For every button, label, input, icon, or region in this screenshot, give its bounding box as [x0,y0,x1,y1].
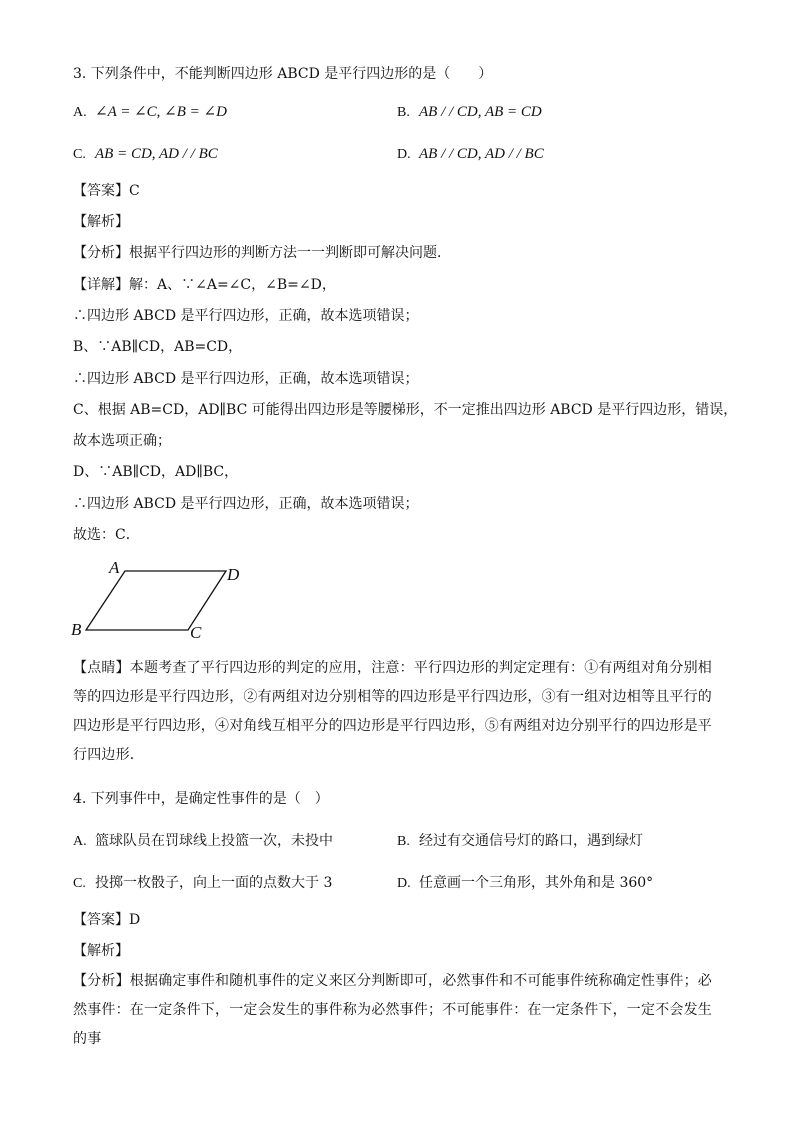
q3-detail-line: 故选：C． [73,527,140,543]
option-letter: B. [397,834,410,849]
q4-option-b [397,831,643,852]
vertex-label-c: C [190,623,202,642]
q4-analysis-heading: 【解析】 [73,943,129,959]
option-letter: C. [73,876,86,891]
q3-detail-line: ∴四边形 ABCD 是平行四边形，正确，故本选项错误； [73,496,419,512]
q3-detail-line: C、根据 AB=CD，AD∥BC 可能得出四边形是等腰梯形，不一定推出四边形 ABCD 是平行四边形，错误， [73,402,738,418]
q4-answer: 【答案】D [73,912,141,928]
option-text: 投掷一枚骰子，向上一面的点数大于 3 [95,875,333,891]
option-letter: A. [73,105,87,120]
q3-detail-line: ∴四边形 ABCD 是平行四边形，正确，故本选项错误； [73,371,419,387]
option-letter: A. [73,834,87,849]
option-text: 任意画一个三角形，其外角和是 360° [419,875,654,891]
parallelogram-shape [86,571,226,630]
vertex-label-b: B [71,620,82,639]
option-text: 经过有交通信号灯的路口，遇到绿灯 [419,833,643,849]
q3-detail-line: B、∵AB∥CD，AB=CD， [73,339,243,355]
option-letter: D. [397,876,411,891]
q3-option-a [73,102,227,123]
q3-detail-line: 故本选项正确； [73,433,171,449]
q3-dianjing: 【点睛】本题考查了平行四边形的判定的应用，注意：平行四边形的判定定理有：①有两组对角分别相等的四边形是平行四边形，②有两组对边分别相等的四边形是平行四边形，③有一组对边相等且平行的四边形是平行四边形，④对角线互相平分的四边形是平行四边形，⑤有两组对边分别平行的四边形是平行四边形． [73,660,712,763]
option-text: AB / / CD, AB = CD [419,104,542,120]
q3-detail-line: D、∵AB∥CD，AD∥BC， [73,464,239,480]
option-letter: D. [397,147,411,162]
option-letter: C. [73,147,86,162]
q4-stem: 4. 下列事件中，是确定性事件的是（ ） [73,791,329,807]
q3-stem: 3. 下列条件中，不能判断四边形 ABCD 是平行四边形的是（ ） [73,66,493,82]
q4-option-c [73,873,332,894]
vertex-label-a: A [109,560,120,577]
parallelogram-figure [66,560,256,644]
q3-detail-line: 【详解】解：A、∵∠A=∠C，∠B=∠D， [73,277,336,293]
option-text: AB = CD, AD / / BC [95,146,218,162]
q3-analysis-heading: 【解析】 [73,214,129,230]
option-text: 篮球队员在罚球线上投篮一次，未投中 [95,833,333,849]
option-text: ∠A = ∠C, ∠B = ∠D [95,104,227,120]
q3-option-b [397,102,542,123]
q3-option-d [397,144,544,165]
q3-fenxi: 【分析】根据平行四边形的判断方法一一判断即可解决问题． [73,245,451,261]
q4-fenxi: 【分析】根据确定事件和随机事件的定义来区分判断即可，必然事件和不可能事件统称确定性事件；必然事件：在一定条件下，一定会发生的事件称为必然事件；不可能事件：在一定条件下，一定不会发生的事 [73,973,712,1047]
q3-option-c [73,144,218,165]
q3-answer: 【答案】C [73,183,140,199]
q3-detail-line: ∴四边形 ABCD 是平行四边形，正确，故本选项错误； [73,308,419,324]
option-letter: B. [397,105,410,120]
option-text: AB / / CD, AD / / BC [419,146,544,162]
vertex-label-d: D [227,565,240,584]
q4-option-a [73,831,333,852]
q4-option-d [397,873,653,894]
